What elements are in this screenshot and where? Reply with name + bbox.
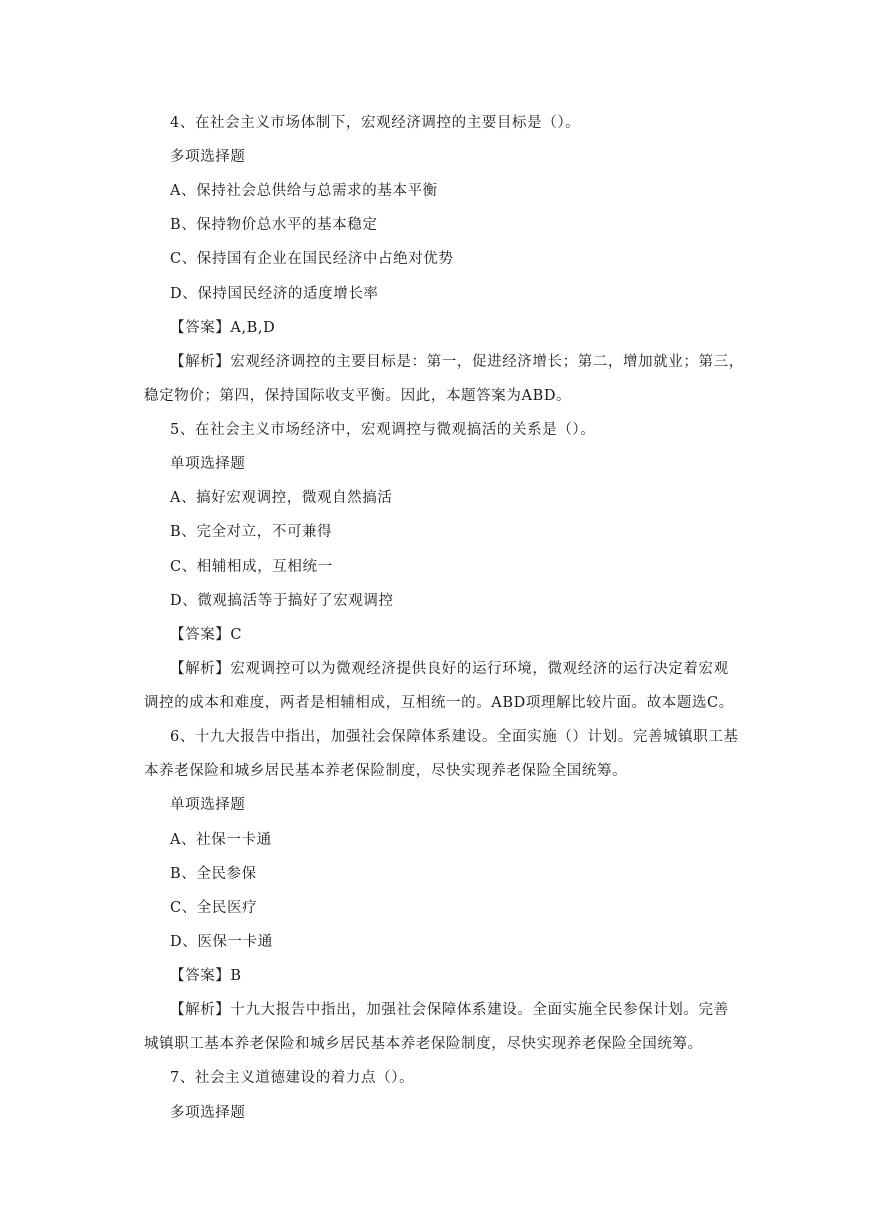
question-7-type: 多项选择题 — [170, 1105, 246, 1121]
question-4-option-c: C、保持国有企业在国民经济中占绝对优势 — [170, 251, 454, 267]
question-5-option-b: B、完全对立，不可兼得 — [170, 524, 333, 540]
question-6-option-a: A、社保一卡通 — [170, 832, 272, 848]
question-7-stem: 7、社会主义道德建设的着力点（）。 — [170, 1070, 415, 1086]
question-5-answer: 【答案】C — [170, 627, 243, 643]
question-5-option-c: C、相辅相成，互相统一 — [170, 559, 333, 575]
question-6-option-c: C、全民医疗 — [170, 900, 258, 916]
question-4-analysis-line-1: 【解析】宏观经济调控的主要目标是：第一，促进经济增长；第二，增加就业；第三， — [170, 354, 744, 370]
question-5-type: 单项选择题 — [170, 456, 246, 472]
question-4-option-a: A、保持社会总供给与总需求的基本平衡 — [170, 183, 438, 199]
question-6-analysis-line-2: 城镇职工基本养老保险和城乡居民基本养老保险制度，尽快实现养老保险全国统筹。 — [144, 1036, 703, 1052]
question-6-stem-line-1: 6、十九大报告中指出，加强社会保障体系建设。全面实施（）计划。完善城镇职工基 — [170, 729, 739, 745]
question-4-option-b: B、保持物价总水平的基本稳定 — [170, 217, 378, 233]
question-6-option-b: B、全民参保 — [170, 866, 257, 882]
question-4-stem: 4、在社会主义市场体制下，宏观经济调控的主要目标是（）。 — [170, 115, 581, 131]
question-6-answer: 【答案】B — [170, 968, 242, 984]
question-4-type: 多项选择题 — [170, 149, 246, 165]
question-5-analysis-line-2: 调控的成本和难度，两者是相辅相成，互相统一的。ABD项理解比较片面。故本题选C。 — [144, 695, 734, 711]
question-6-analysis-line-1: 【解析】十九大报告中指出，加强社会保障体系建设。全面实施全民参保计划。完善 — [170, 1002, 729, 1018]
question-5-option-a: A、搞好宏观调控，微观自然搞活 — [170, 490, 393, 506]
question-6-option-d: D、医保一卡通 — [170, 934, 273, 950]
question-6-type: 单项选择题 — [170, 797, 246, 813]
question-4-answer: 【答案】A,B,D — [170, 320, 276, 336]
question-5-stem: 5、在社会主义市场经济中，宏观调控与微观搞活的关系是（）。 — [170, 422, 596, 438]
question-6-stem-line-2: 本养老保险和城乡居民基本养老保险制度，尽快实现养老保险全国统筹。 — [144, 763, 628, 779]
question-5-option-d: D、微观搞活等于搞好了宏观调控 — [170, 593, 394, 609]
question-5-analysis-line-1: 【解析】宏观调控可以为微观经济提供良好的运行环境，微观经济的运行决定着宏观 — [170, 661, 729, 677]
question-4-analysis-line-2: 稳定物价；第四，保持国际收支平衡。因此，本题答案为ABD。 — [144, 388, 572, 404]
question-4-option-d: D、保持国民经济的适度增长率 — [170, 286, 379, 302]
